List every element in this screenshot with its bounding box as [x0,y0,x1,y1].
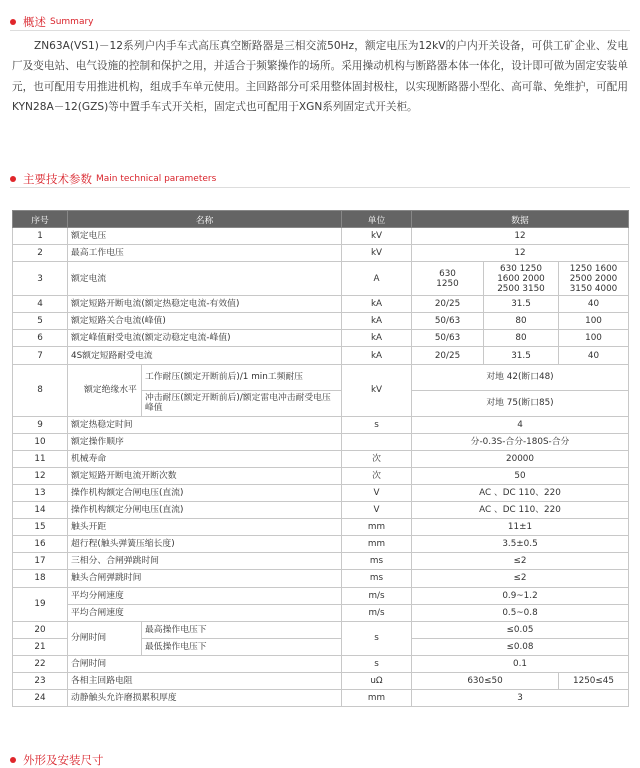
table-row: 6 额定峰值耐受电流(额定动稳定电流-峰值) kA 50/63 80 100 [13,330,629,347]
table-row: 10 额定操作顺序 分-0.3S-合分-180S-合分 [13,433,629,450]
table-row: 20 分闸时间 最高操作电压下 s ≤0.05 [13,621,629,638]
summary-text [12,36,628,117]
table-row: 7 4S额定短路耐受电流 kA 20/25 31.5 40 [13,347,629,364]
table-row: 23 各相主回路电阻 uΩ 630≤50 1250≤45 [13,672,629,689]
header-name: 名称 [68,211,342,228]
table-row: 18 触头合闸弹跳时间 ms ≤2 [13,570,629,587]
table-row: 12 额定短路开断电流开断次数 次 50 [13,467,629,484]
table-row: 3 额定电流 A 630 1250 630 1250 1600 2000 2500 3150 1250 1600 2500 2000 3150 4000 [13,262,629,296]
table-row: 8 额定绝缘水平 工作耐压(额定开断前后)/1 min工频耐压 kV 对地 42(断口48) [13,364,629,390]
summary-heading [10,14,94,30]
table-row: 2 最高工作电压 kV 12 [13,245,629,262]
table-row: 14 操作机构额定分闸电压(直流) V AC 、DC 110、220 [13,502,629,519]
table-row: 4 额定短路开断电流(额定热稳定电流-有效值) kA 20/25 31.5 40 [13,296,629,313]
divider [10,30,630,31]
summary-paragraph: ZN63A(VS1)－12系列户内手车式高压真空断路器是三相交流50Hz，额定电压为12kV的户内开关设备，可供工矿企业、发电厂及变电站、电气设施的控制和保护之用，并适合于频繁操作的场所。采用操动机构与断路器本体一体化，设计即可做为固定安装单元，也可配用专用推进机构，组成手车单元使用。主回路部分可采用整体固封极柱，以实现断路器小型化、高可靠、免维护，可配用KYN28A－12(GZS)等中置手车式开关柜，固定式也可配用于XGN系列固定式开关柜。 [12,40,628,113]
params-title-cn: 主要技术参数 [23,172,92,186]
table-row: 平均合闸速度 m/s 0.5~0.8 [13,604,629,621]
divider [10,187,630,188]
summary-title-en: Summary [50,17,94,27]
table-row: 5 额定短路关合电流(峰值) kA 50/63 80 100 [13,313,629,330]
table-row: 15 触头开距 mm 11±1 [13,519,629,536]
table-row: 1 额定电压 kV 12 [13,228,629,245]
table-row: 13 操作机构额定合闸电压(直流) V AC 、DC 110、220 [13,484,629,501]
dimensions-title-cn: 外形及安装尺寸 [23,753,104,767]
params-heading [10,171,216,187]
table-row: 16 超行程(触头弹簧压缩长度) mm 3.5±0.5 [13,536,629,553]
table-row: 9 额定热稳定时间 s 4 [13,416,629,433]
bullet-icon [10,19,16,25]
dimensions-heading [10,752,104,768]
bullet-icon [10,176,16,182]
header-unit: 单位 [342,211,412,228]
table-row: 11 机械寿命 次 20000 [13,450,629,467]
header-data: 数据 [412,211,629,228]
params-title-en: Main technical parameters [96,174,217,184]
table-row: 21 最低操作电压下 ≤0.08 [13,638,629,655]
parameters-table [12,210,629,707]
table-header-row [13,211,629,228]
table-row: 17 三相分、合闸弹跳时间 ms ≤2 [13,553,629,570]
summary-title-cn: 概述 [23,15,46,29]
table-row: 22 合闸时间 s 0.1 [13,655,629,672]
table-row: 19 平均分闸速度 m/s 0.9~1.2 [13,587,629,604]
table-row: 冲击耐压(额定开断前后)/额定雷电冲击耐受电压峰值 对地 75(断口85) [13,390,629,416]
header-no: 序号 [13,211,68,228]
table-row: 24 动静触头允许磨损累积厚度 mm 3 [13,690,629,707]
bullet-icon [10,757,16,763]
